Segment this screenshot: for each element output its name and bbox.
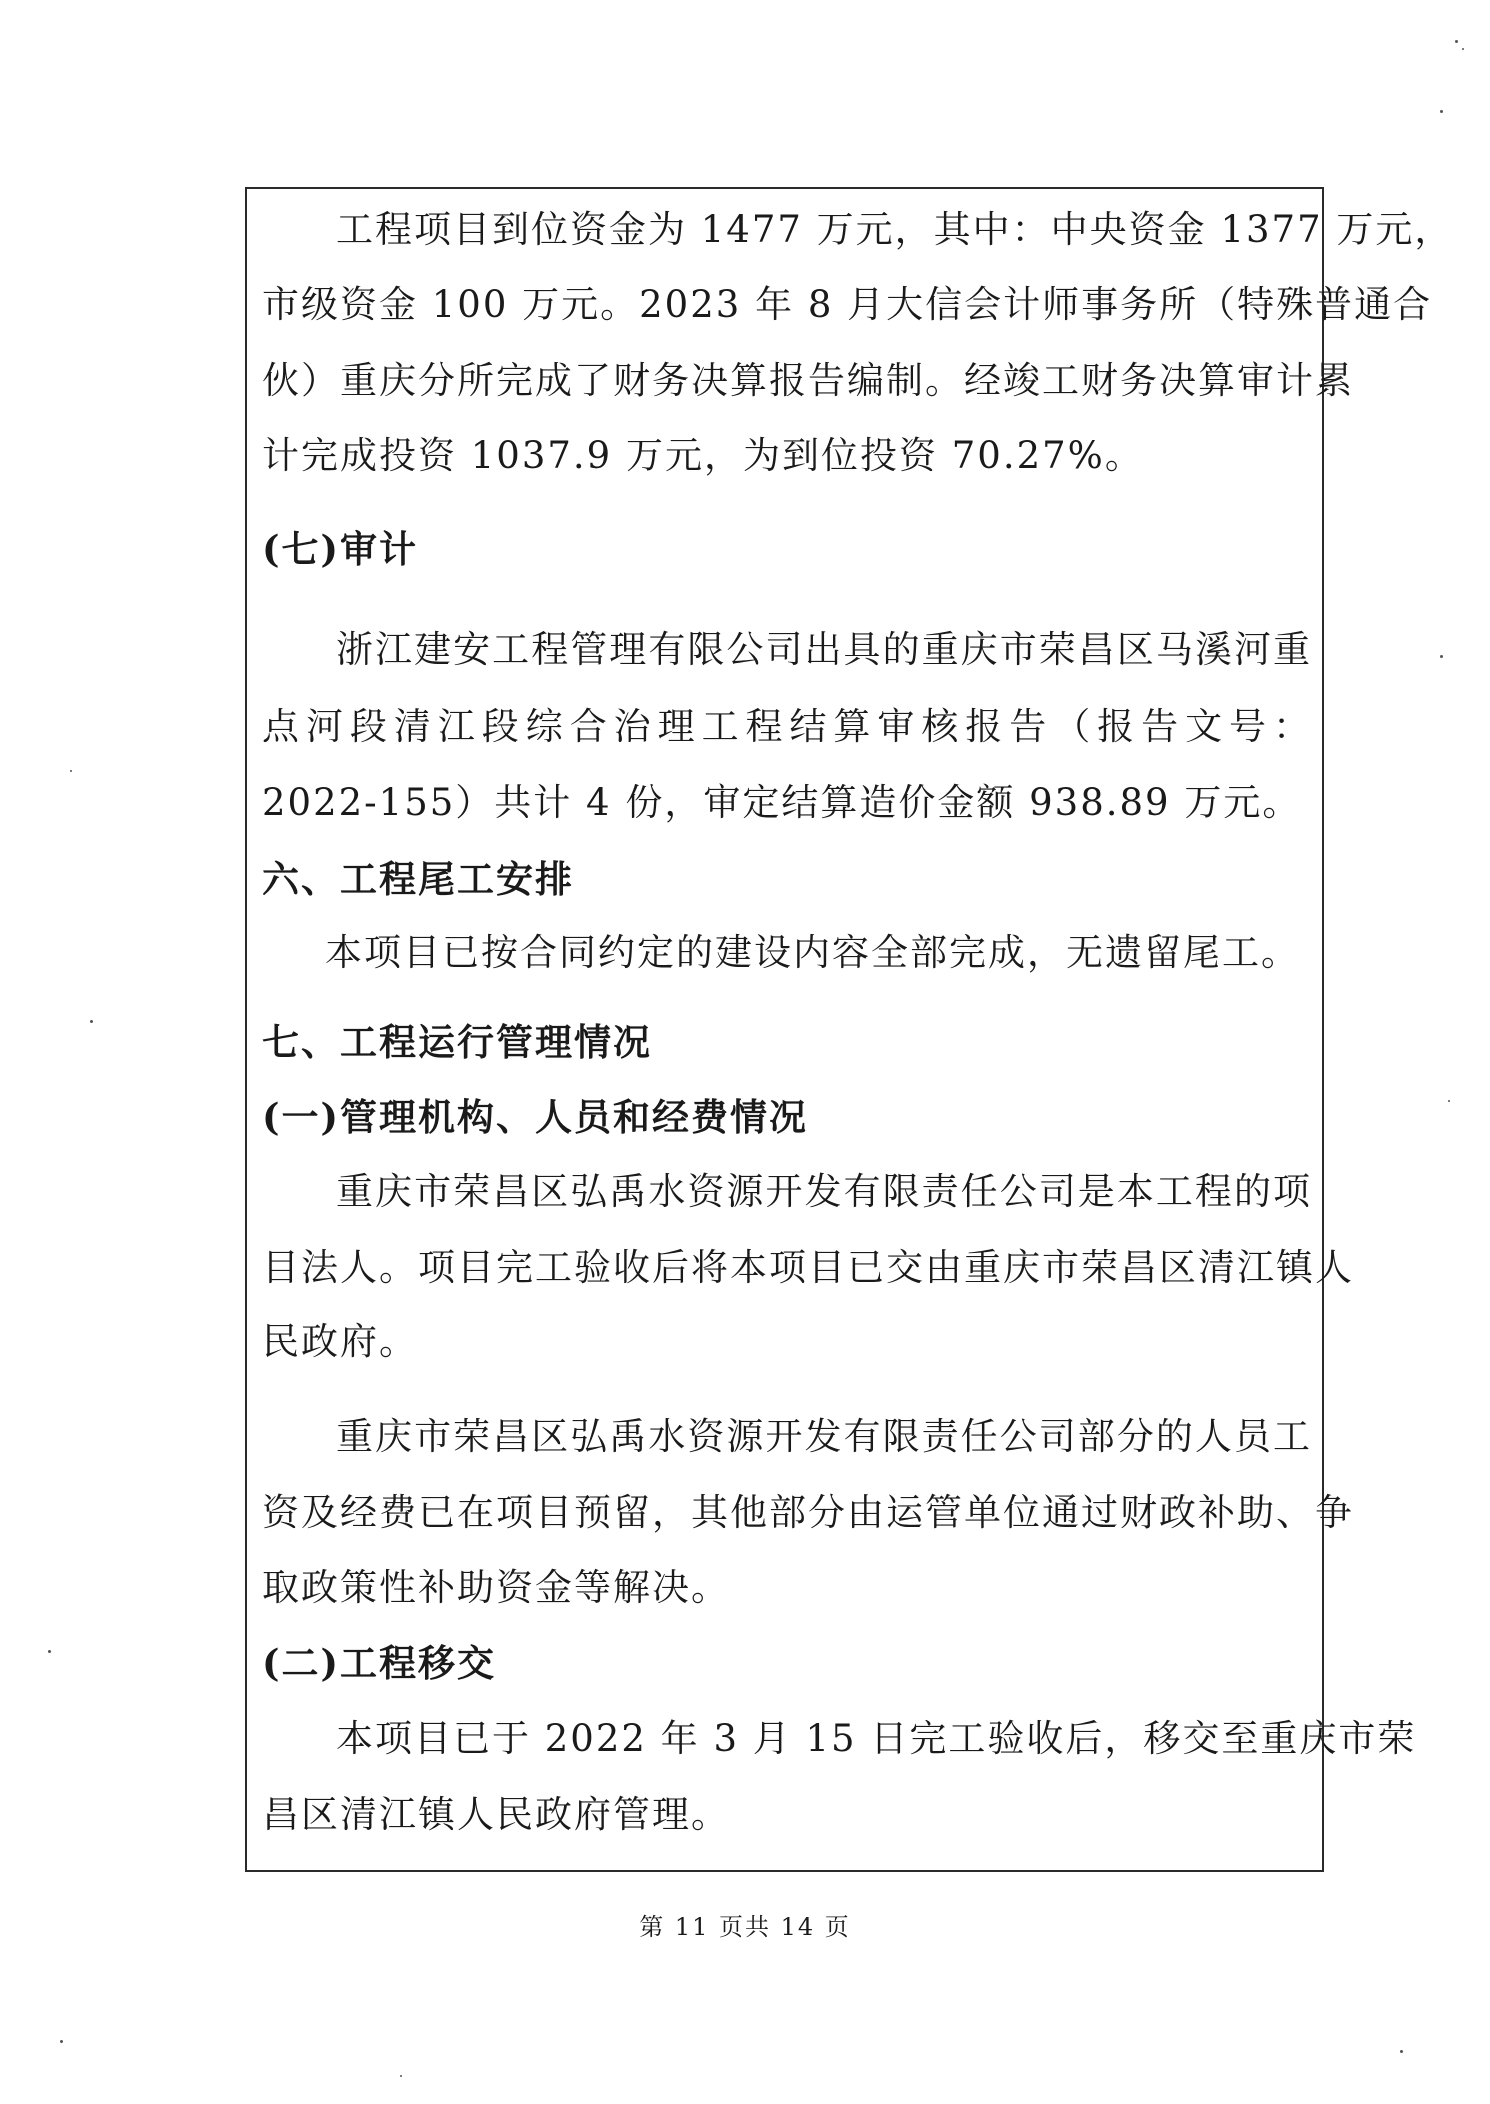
scan-speck: [1440, 110, 1443, 113]
audit-line-1: 浙江建安工程管理有限公司出具的重庆市荣昌区马溪河重: [336, 628, 1312, 671]
section7-sub2-heading: (二)工程移交: [262, 1641, 497, 1685]
sub1-para2-line-2: 资及经费已在项目预留，其他部分由运管单位通过财政补助、争: [262, 1491, 1354, 1534]
sub1-para1-line-1: 重庆市荣昌区弘禹水资源开发有限责任公司是本工程的项: [336, 1170, 1312, 1213]
funds-line-2: 市级资金 100 万元。2023 年 8 月大信会计师事务所（特殊普通合: [262, 283, 1433, 326]
scan-speck: [70, 770, 72, 772]
sub2-line-2: 昌区清江镇人民政府管理。: [262, 1793, 730, 1836]
sub1-para1-line-3: 民政府。: [262, 1320, 418, 1363]
section6-heading: 六、工程尾工安排: [262, 857, 574, 901]
scan-speck: [1462, 48, 1464, 50]
audit-heading: (七)审计: [262, 527, 419, 571]
scan-speck: [90, 1020, 93, 1023]
section7-sub1-heading: (一)管理机构、人员和经费情况: [262, 1095, 809, 1139]
funds-line-4: 计完成投资 1037.9 万元，为到位投资 70.27%。: [262, 434, 1144, 477]
section7-heading: 七、工程运行管理情况: [262, 1020, 652, 1064]
scan-speck: [1440, 655, 1443, 658]
sub1-para2-line-3: 取政策性补助资金等解决。: [262, 1566, 730, 1609]
funds-line-3: 伙）重庆分所完成了财务决算报告编制。经竣工财务决算审计累: [262, 359, 1354, 402]
scan-speck: [1400, 2050, 1403, 2053]
funds-line-1: 工程项目到位资金为 1477 万元，其中：中央资金 1377 万元，: [336, 208, 1454, 251]
scan-speck: [1455, 40, 1458, 43]
page-number: 第 11 页共 14 页: [639, 1913, 851, 1941]
audit-line-2: 点河段清江段综合治理工程结算审核报告（报告文号：: [262, 705, 1312, 748]
scan-speck: [400, 2075, 402, 2077]
scan-speck: [1448, 1100, 1450, 1102]
sub1-para1-line-2: 目法人。项目完工验收后将本项目已交由重庆市荣昌区清江镇人: [262, 1246, 1354, 1289]
scan-speck: [48, 1650, 51, 1653]
section6-text: 本项目已按合同约定的建设内容全部完成，无遗留尾工。: [325, 931, 1300, 974]
scan-speck: [60, 2040, 63, 2043]
audit-line-3: 2022-155）共计 4 份，审定结算造价金额 938.89 万元。: [262, 781, 1302, 824]
sub2-line-1: 本项目已于 2022 年 3 月 15 日完工验收后，移交至重庆市荣: [336, 1717, 1417, 1760]
sub1-para2-line-1: 重庆市荣昌区弘禹水资源开发有限责任公司部分的人员工: [336, 1415, 1312, 1458]
